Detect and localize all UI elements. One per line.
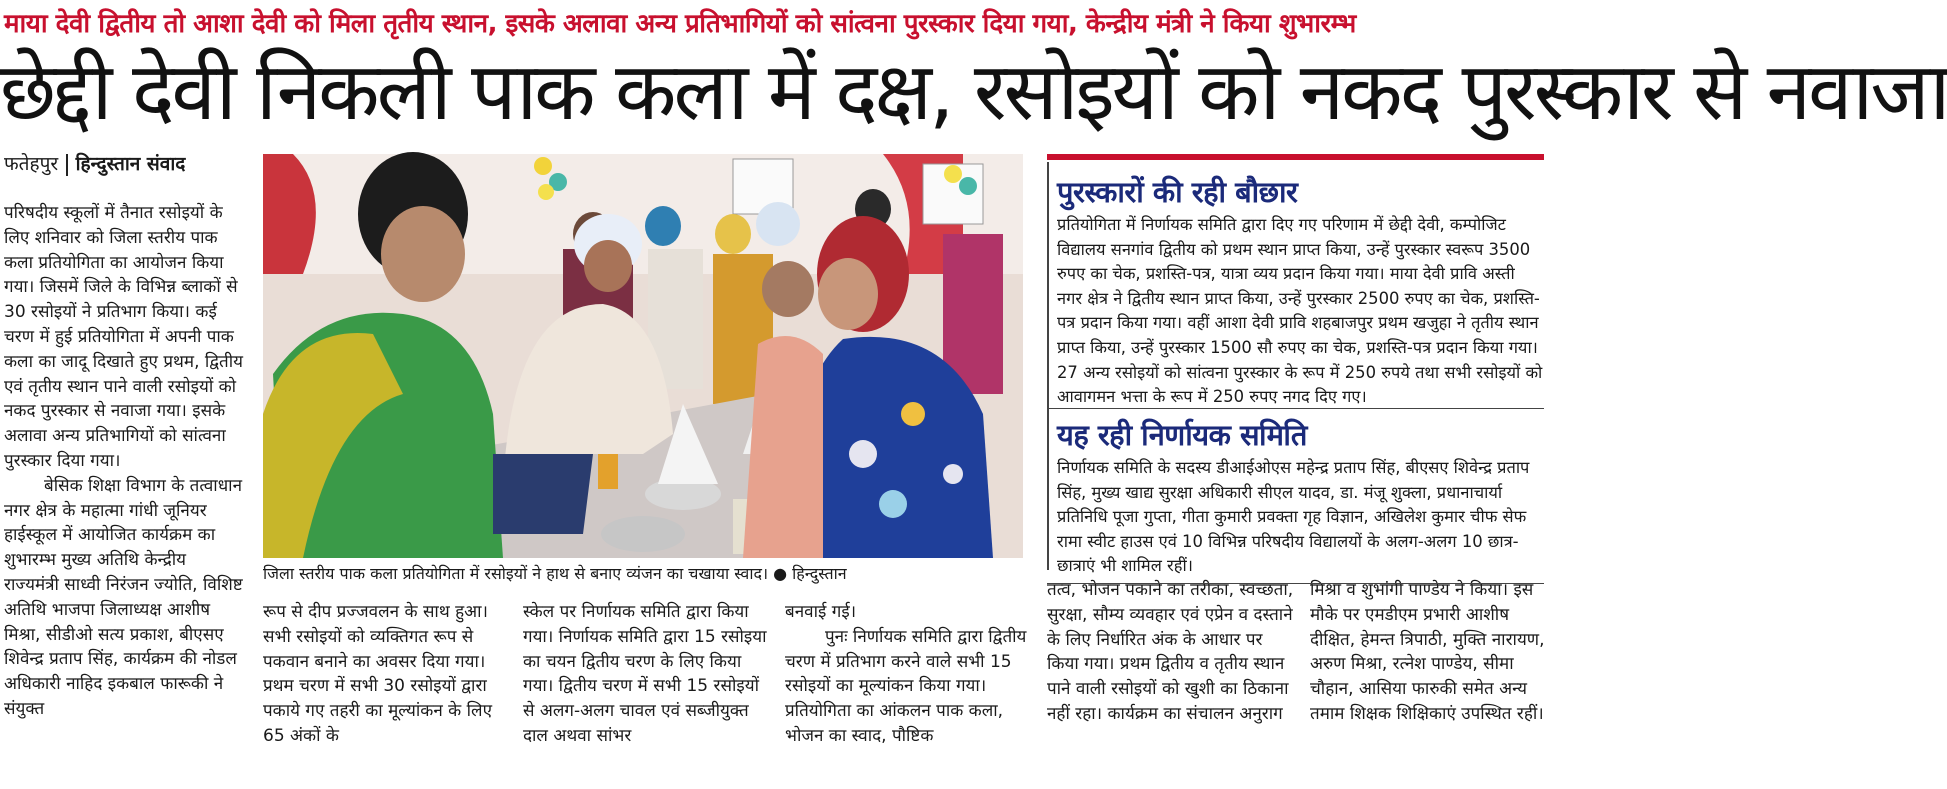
paragraph: मिश्रा व शुभांगी पाण्डेय ने किया। इस मौके पर एमडीएम प्रभारी आशीष दीक्षित, हेमन्त त्रिपाठी, मुक्ति नारायण, अरुण मिश्रा, रत्नेश पाण्डेय, सीमा चौहान, आसिया फारुकी समेत अन्य तमाम शिक्षक शिक्षिकाएं उपस्थित रहीं। [1310, 580, 1545, 724]
kicker-headline: माया देवी द्वितीय तो आशा देवी को मिला तृतीय स्थान, इसके अलावा अन्य प्रतिभागियों को सांत्वना पुरस्कार दिया गया, केन्द्रीय मंत्री ने किया शुभारम्भ [4, 9, 1356, 39]
awards-box [1047, 162, 1544, 410]
article-column-4 [785, 600, 1030, 749]
paragraph: परिषदीय स्कूलों में तैनात रसोइयों के लिए शनिवार को जिला स्तरीय पाक कला प्रतियोगिता का आयोजन किया गया। जिसमें जिले के विभिन्न ब्लाकों से 30 रसोइयों ने प्रतिभाग किया। कई चरण में हुई प्रतियोगिता में अपनी पाक कला का जादू दिखाते हुए प्रथम, द्वितीय एवं तृतीय स्थान पाने वाली रसोइयों को नकद पुरस्कार से नवाजा गया। इसके अलावा अन्य प्रतिभागियों को सांत्वना पुरस्कार दिया गया। [4, 203, 244, 471]
paragraph: बेसिक शिक्षा विभाग के तत्वाधान नगर क्षेत्र के महात्मा गांधी जूनियर हाईस्कूल में आयोजित कार्यक्रम का शुभारम्भ मुख्य अतिथि केन्द्रीय राज्यमंत्री साध्वी निरंजन ज्योति, विशिष्ट अतिथि भाजपा जिलाध्यक्ष आशीष मिश्रा, सीडीओ सत्य प्रकाश, बीएसए शिवेन्द्र प्रताप सिंह, कार्यक्रम की नोडल अधिकारी नाहिद इकबाल फारूकी ने संयुक्त [4, 475, 243, 719]
awards-box-body: प्रतियोगिता में निर्णायक समिति द्वारा दिए गए परिणाम में छेद्दी देवी, कम्पोजिट विद्यालय सनगांव द्वितीय को प्रथम स्थान प्राप्त किया, उन्हें पुरस्कार स्वरूप 3500 रुपए का चेक, प्रशस्ति-पत्र, यात्रा व्यय प्रदान किया गया। माया देवी प्रावि अस्ती नगर क्षेत्र ने द्वितीय स्थान प्राप्त किया, उन्हें पुरस्कार 2500 रुपए का चेक, प्रशस्ति-पत्र प्रदान किया गया। वहीं आशा देवी प्रावि शहबाजपुर प्रथम खजुहा ने तृतीय स्थान प्राप्त किया, उन्हें पुरस्कार 1500 सौ रुपए का चेक, प्रशस्ति-पत्र प्रदान किया गया। 27 अन्य रसोइयों को सांत्वना पुरस्कार के रूप में 250 रुपये तथा सभी रसोइयों को आवागमन भत्ता के रूप में 250 रुपए नगद दिए गए। [1057, 215, 1543, 407]
article-column-2 [263, 600, 508, 749]
paragraph: स्केल पर निर्णायक समिति द्वारा किया गया। निर्णायक समिति द्वारा 15 रसोइया का चयन द्वितीय चरण के लिए किया गया। द्वितीय चरण में सभी 15 रसोइयों से अलग-अलग चावल एवं सब्जीयुक्त दाल अथवा सांभर [523, 602, 767, 746]
article-column-1 [4, 201, 244, 722]
byline-divider [66, 154, 68, 176]
jury-box [1047, 408, 1544, 584]
byline-place: फतेहपुर [4, 153, 59, 175]
article-column-3 [523, 600, 768, 749]
article-column-5 [1047, 578, 1295, 727]
jury-box-body: निर्णायक समिति के सदस्य डीआईओएस महेन्द्र प्रताप सिंह, बीएसए शिवेन्द्र प्रताप सिंह, मुख्य खाद्य सुरक्षा अधिकारी सीएल यादव, डा. मंजू शुक्ला, प्रधानाचार्या प्रतिनिधि पूजा गुप्ता, गीता कुमारी प्रवक्ता गृह विज्ञान, अखिलेश कुमार चीफ सेफ रामा स्वीट हाउस एवं 10 विभिन्न परिषदीय विद्यालयों के अलग-अलग 10 छात्र-छात्राएं भी शामिल रहीं। [1047, 456, 1544, 584]
paragraph: तत्व, भोजन पकाने का तरीका, स्वच्छता, सुरक्षा, सौम्य व्यवहार एवं एप्रेन व दस्ताने के लिए निर्धारित अंक के आधार पर किया गया। प्रथम द्वितीय व तृतीय स्थान पाने वाली रसोइयों को खुशी का ठिकाना नहीं रहा। कार्यक्रम का संचालन अनुराग [1047, 580, 1294, 724]
cooking-competition-photo [263, 154, 1023, 558]
article-column-6 [1310, 578, 1558, 727]
paragraph: बनवाई गई। [785, 602, 857, 622]
paragraph: रूप से दीप प्रज्जवलन के साथ हुआ। सभी रसोइयों को व्यक्तिगत रूप से पकवान बनाने का अवसर दिया गया। प्रथम चरण में सभी 30 रसोइयों द्वारा पकाये गए तहरी का मूल्यांकन के लिए 65 अंकों के [263, 602, 492, 746]
awards-box-title: पुरस्कारों की रही बौछार [1057, 175, 1298, 209]
jury-box-title: यह रही निर्णायक समिति [1057, 418, 1307, 452]
news-photo [263, 154, 1023, 558]
paragraph: पुनः निर्णायक समिति द्वारा द्वितीय चरण में प्रतिभाग करने वाले सभी 15 रसोइयों का मूल्यांकन किया गया। प्रतियोगिता का आंकलन पाक कला, भोजन का स्वाद, पौष्टिक [785, 626, 1027, 746]
main-headline: छेद्दी देवी निकली पाक कला में दक्ष, रसोइयों को नकद पुरस्कार से नवाजा [0, 45, 1947, 138]
box-top-rule [1047, 154, 1544, 160]
byline [4, 150, 185, 176]
byline-source: हिन्दुस्तान संवाद [75, 153, 186, 175]
photo-caption: जिला स्तरीय पाक कला प्रतियोगिता में रसोइयों ने हाथ से बनाए व्यंजन का चखाया स्वाद। ● हिन्दुस्तान [263, 564, 847, 583]
